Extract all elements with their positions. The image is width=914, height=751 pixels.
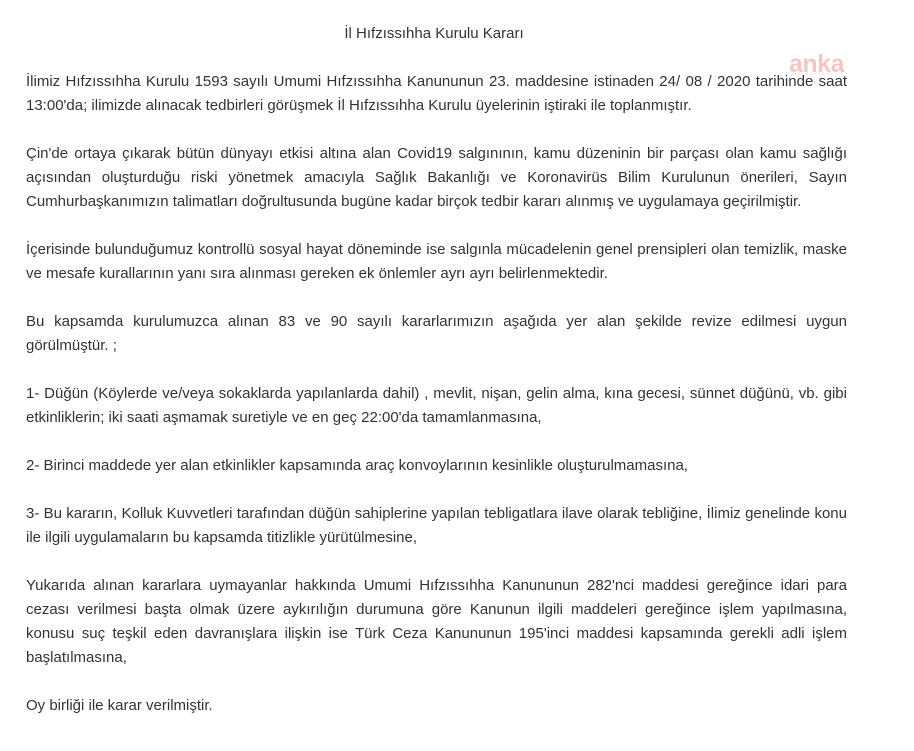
paragraph-penalties: Yukarıda alınan kararlara uymayanlar hakkında Umumi Hıfzıssıhha Kanununun 282'nci maddesi gereğince idari para cezası verilmesi başta olmak üzere aykırılığın durumuna göre Kanunun ilgili maddeleri gereğince işlem yapılmasına, konusu suç teşkil eden davranışlara ilişkin ise Türk Ceza Kanununun 195'inci maddesi kapsamında gerekli adli işlem başlatılmasına, bbox=[26, 577, 847, 666]
paragraph-controlled-social-life: İçerisinde bulunduğumuz kontrollü sosyal hayat döneminde ise salgınla mücadelenin genel prensipleri olan temizlik, maske ve mesafe kurallarının yanı sıra alınması gereken ek önlemler ayrı ayrı belirlenmektedir. bbox=[26, 241, 847, 282]
paragraph-meeting-intro: İlimiz Hıfzıssıhha Kurulu 1593 sayılı Umumi Hıfzıssıhha Kanununun 23. maddesine istinaden 24/ 08 / 2020 tarihinde saat 13:00'da; ilimizde alınacak tedbirleri görüşmek İl Hıfzıssıhha Kurulu üyelerinin iştiraki ile toplanmıştır. bbox=[26, 73, 847, 114]
document-title: İl Hıfzıssıhha Kurulu Kararı bbox=[344, 25, 524, 42]
decision-item-1: 1- Düğün (Köylerde ve/veya sokaklarda yapılanlarda dahil) , mevlit, nişan, gelin alma, kına gecesi, sünnet düğünü, vb. gibi etkinliklerin; iki saati aşmamak suretiyle ve en geç 22:00'da tamamlanmasına, bbox=[26, 385, 847, 426]
anka-watermark-logo: anka bbox=[789, 50, 844, 78]
decision-item-2: 2- Birinci maddede yer alan etkinlikler kapsamında araç konvoylarının kesinlikle oluşturulmamasına, bbox=[26, 457, 688, 474]
paragraph-covid-background: Çin'de ortaya çıkarak bütün dünyayı etkisi altına alan Covid19 salgınının, kamu düzeninin bir parçası olan kamu sağlığı açısından oluşturduğu riski yönetmek amacıyla Sağlık Bakanlığı ve Koronavirüs Bilim Kurulunun önerileri, Sayın Cumhurbaşkanımızın talimatları doğrultusunda bugüne kadar birçok tedbir kararı alınmış ve uygulamaya geçirilmiştir. bbox=[26, 145, 847, 210]
paragraph-revision-statement: Bu kapsamda kurulumuzca alınan 83 ve 90 sayılı kararlarımızın aşağıda yer alan şekilde revize edilmesi uygun görülmüştür. ; bbox=[26, 313, 847, 354]
paragraph-unanimous-decision: Oy birliği ile karar verilmiştir. bbox=[26, 697, 213, 714]
decision-item-3: 3- Bu kararın, Kolluk Kuvvetleri tarafından düğün sahiplerine yapılan tebligatlara ilave olarak tebliğine, İlimiz genelinde konu ile ilgili uygulamaların bu kapsamda titizlikle yürütülmesine, bbox=[26, 505, 847, 546]
document-body bbox=[26, 70, 847, 742]
